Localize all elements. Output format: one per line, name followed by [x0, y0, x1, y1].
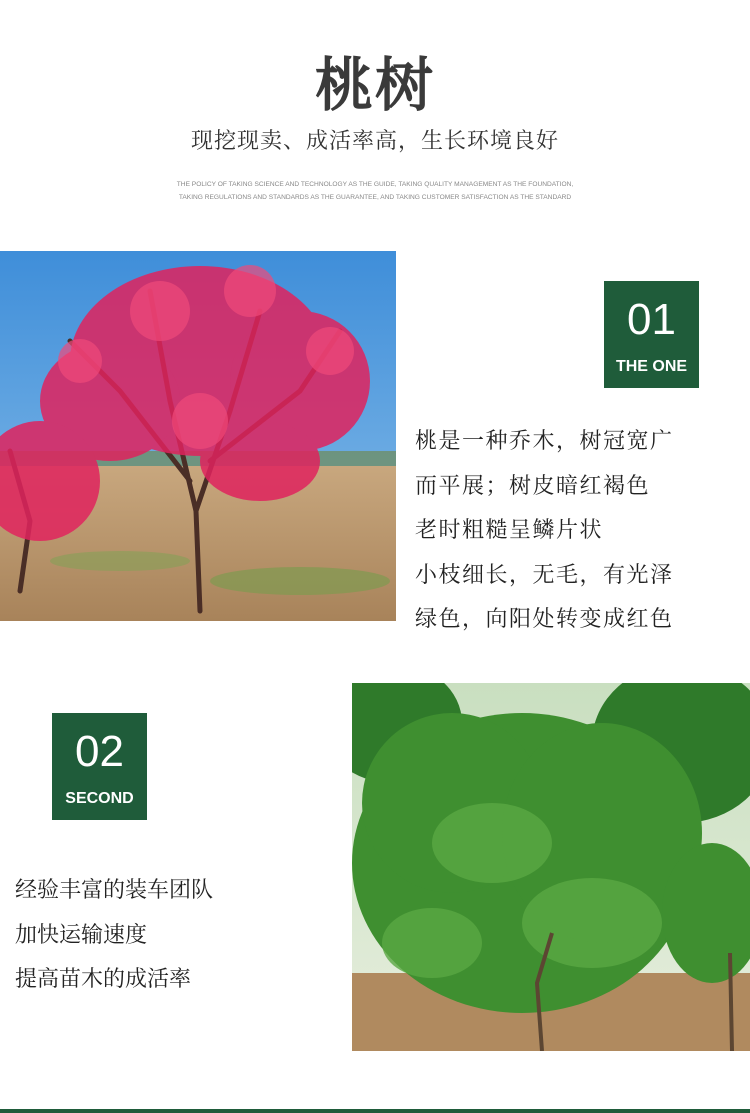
- description-line: 桃是一种乔木，树冠宽广: [415, 429, 674, 454]
- green-peach-tree-photo: [352, 683, 750, 1051]
- description-line: 加快运输速度: [15, 922, 148, 948]
- tagline: [0, 178, 750, 204]
- badge-second: [52, 713, 147, 820]
- description-2: [15, 869, 213, 1003]
- description-line: 绿色，向阳处转变成红色: [415, 607, 674, 632]
- tagline-line-1: THE POLICY OF TAKING SCIENCE AND TECHNOLOGY AS THE GUIDE, TAKING QUALITY MANAGEMENT AS THE FOUNDATION,: [176, 181, 574, 188]
- description-line: 提高苗木的成活率: [15, 967, 192, 992]
- badge-word: SECOND: [65, 790, 134, 807]
- badge-the-one: [604, 281, 699, 388]
- description-line: 而平展；树皮暗红褐色: [415, 473, 651, 499]
- description-line: 经验丰富的装车团队: [15, 878, 214, 903]
- peach-blossom-photo: [0, 251, 396, 621]
- page-title: 桃树: [314, 51, 435, 119]
- badge-number: 01: [627, 295, 676, 344]
- badge-number: 02: [75, 727, 124, 776]
- badge-word: THE ONE: [615, 358, 688, 375]
- page-subtitle: 现挖现卖、成活率高，生长环境良好: [190, 129, 559, 154]
- description-line: 小枝细长，无毛，有光泽: [415, 562, 674, 588]
- tagline-line-2: TAKING REGULATIONS AND STANDARDS AS THE GUARANTEE, AND TAKING CUSTOMER SATISFACTION AS THE STANDARD: [178, 194, 572, 201]
- bottom-divider: [0, 1109, 750, 1113]
- description-line: 老时粗糙呈鳞片状: [415, 518, 604, 543]
- description-1: [415, 420, 674, 643]
